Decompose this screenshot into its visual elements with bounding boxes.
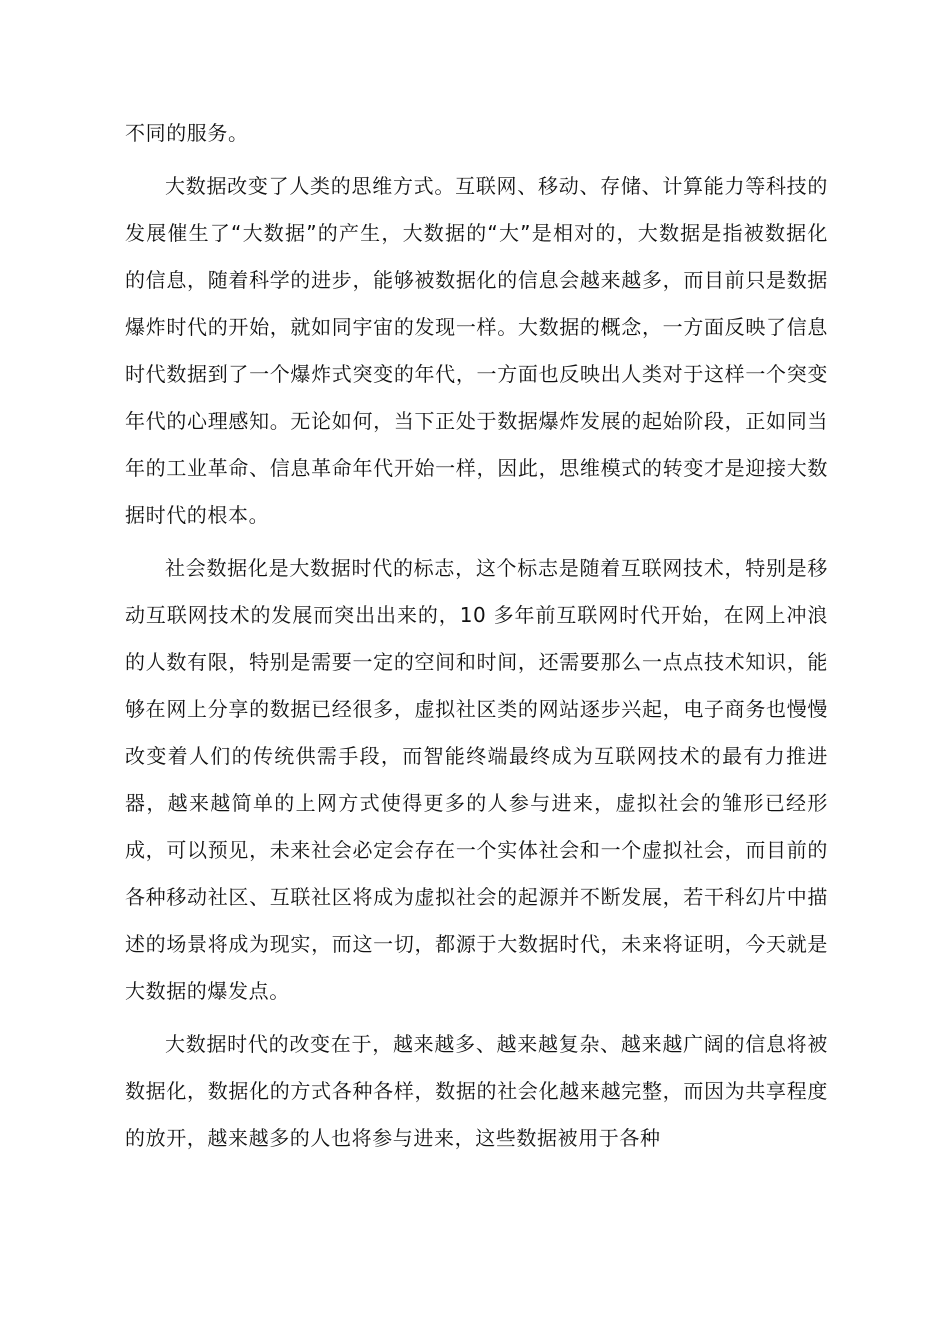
paragraph-1: 不同的服务。 bbox=[125, 121, 249, 145]
paragraph-2: 大数据改变了人类的思维方式。互联网、移动、存储、计算能力等科技的发展催生了“大数据”的产生，大数据的“大”是相对的，大数据是指被数据化的信息，随着科学的进步，能够被数据化的信息会越来越多，而目前只是数据爆炸时代的开始，就如同宇宙的发现一样。大数据的概念，一方面反映了信息时代数据到了一个爆炸式突变的年代，一方面也反映出人类对于这样一个突变年代的心理感知。无论如何，当下正处于数据爆炸发展的起始阶段，正如同当年的工业革命、信息革命年代开始一样，因此，思维模式的转变才是迎接大数据时代的根本。 bbox=[125, 174, 828, 527]
paragraph-3: 社会数据化是大数据时代的标志，这个标志是随着互联网技术，特别是移动互联网技术的发展而突出出来的，10 多年前互联网时代开始，在网上冲浪的人数有限，特别是需要一定的空间和时间，还需要那么一点点技术知识，能够在网上分享的数据已经很多，虚拟社区类的网站逐步兴起，电子商务也慢慢改变着人们的传统供需手段，而智能终端最终成为互联网技术的最有力推进器，越来越简单的上网方式使得更多的人参与进来，虚拟社会的雏形已经形成，可以预见，未来社会必定会存在一个实体社会和一个虚拟社会，而目前的各种移动社区、互联社区将成为虚拟社会的起源并不断发展，若干科幻片中描述的场景将成为现实，而这一切，都源于大数据时代，未来将证明，今天就是大数据的爆发点。 bbox=[125, 556, 828, 1003]
paragraph-4: 大数据时代的改变在于，越来越多、越来越复杂、越来越广阔的信息将被数据化，数据化的方式各种各样，数据的社会化越来越完整，而因为共享程度的放开，越来越多的人也将参与进来，这些数据被用于各种 bbox=[125, 1032, 828, 1150]
document-body bbox=[125, 110, 828, 1162]
